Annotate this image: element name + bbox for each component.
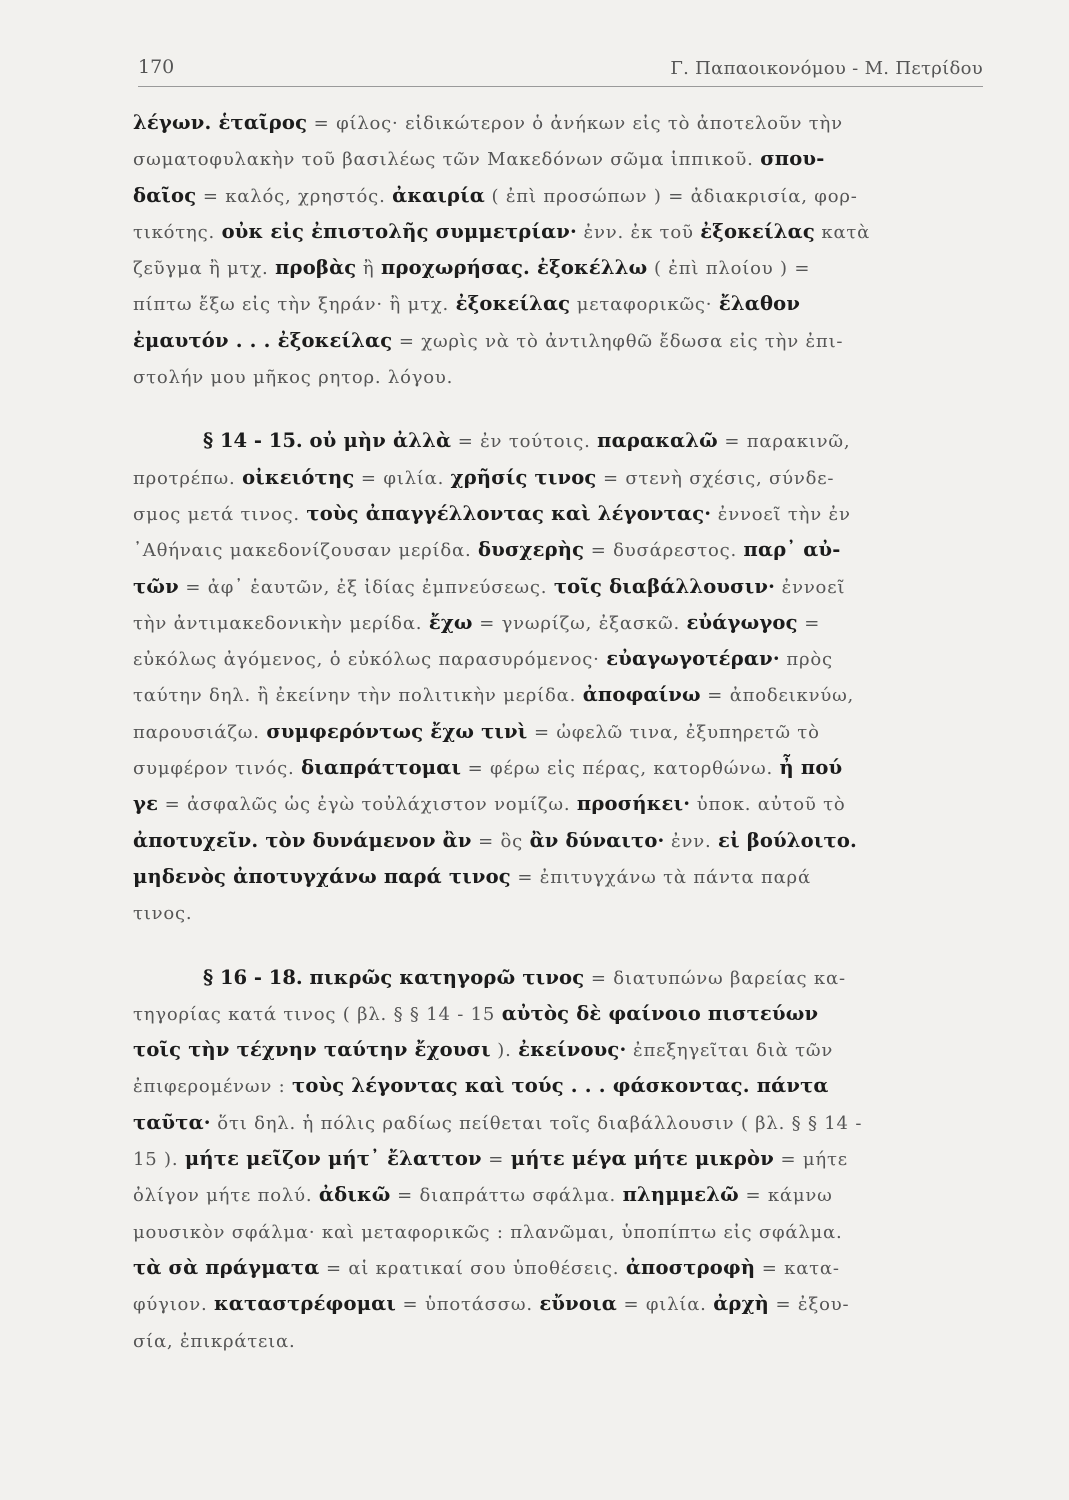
gloss: ἐνν. ἐκ τοῦ (577, 221, 701, 243)
gloss: ὅτι δηλ. ἡ πόλις ραδίως πείθεται τοῖς διαβάλλουσιν ( βλ. § § 14 - (210, 1112, 863, 1134)
gloss: ( ἐπὶ πλοίου ) = (647, 258, 811, 280)
gloss: = χωρὶς νὰ τὸ ἀντιληφθῶ ἔδωσα εἰς τὴν ἐπι- (392, 330, 844, 352)
text-line (133, 677, 983, 713)
page-number: 170 (138, 56, 175, 78)
gloss: = δυσάρεστος. (584, 540, 744, 562)
gloss: ἐπεξηγεῖται διὰ τῶν (626, 1040, 834, 1062)
gloss: = διατυπώνω βαρείας κα- (584, 967, 846, 989)
gloss: ). (490, 1040, 519, 1062)
lemma: παρ᾿ αὐ- (743, 538, 841, 562)
text-line (133, 105, 983, 141)
lemma: οἰκειότης (242, 465, 355, 489)
gloss: = διαπράττω σφάλμα. (390, 1185, 623, 1207)
lemma: προβὰς (275, 256, 357, 280)
text-line (133, 859, 983, 895)
paragraph (133, 423, 983, 931)
text-line (133, 605, 983, 641)
gloss: τηγορίας κατά τινος ( βλ. § § 14 - 15 (133, 1003, 502, 1025)
gloss: σωματοφυλακὴν τοῦ βασιλέως τῶν Μακεδόνων σῶμα ἱππικοῦ. (133, 149, 761, 171)
gloss: ( ἐπὶ προσώπων ) = ἀδιακρισία, φορ- (484, 185, 858, 207)
gloss: πρὸς (779, 649, 833, 671)
gloss: = γνωρίζω, ἐξασκῶ. (472, 612, 687, 634)
gloss: = φίλος· εἰδικώτερον ὁ ἀνήκων εἰς τὸ ἀποτελοῦν τὴν (307, 113, 843, 134)
gloss: = μήτε (773, 1149, 848, 1171)
gloss: ἐννοεῖ τὴν ἐν (711, 503, 851, 525)
gloss: ἐννοεῖ (775, 576, 846, 598)
lemma: ἂν δύναιτο· (529, 828, 665, 852)
text-line (133, 1323, 983, 1359)
lemma: δαῖος (133, 183, 197, 207)
gloss: ἐπιφερομένων : (133, 1076, 292, 1098)
section-ref: § 16 - 18. (203, 965, 310, 989)
gloss: ταύτην δηλ. ἢ ἐκείνην τὴν πολιτικὴν μερίδα. (133, 685, 583, 707)
text-line (133, 823, 983, 859)
lemma: σπου- (760, 147, 825, 171)
text-line (133, 141, 983, 177)
text-line (133, 960, 983, 996)
lemma: οὐ μὴν ἀλλὰ (309, 429, 452, 453)
lemma: ταῦτα· (133, 1110, 211, 1134)
text-line (133, 786, 983, 822)
running-head: Γ. Παπαοικονόμου - Μ. Πετρίδου (670, 58, 983, 79)
lemma: τοὺς ἀπαγγέλλοντας καὶ λέγοντας· (306, 501, 712, 525)
gloss: ἐνν. (664, 830, 719, 852)
text-line (133, 359, 983, 395)
text-line (133, 1250, 983, 1286)
text-line (133, 714, 983, 750)
gloss: σμος μετά τινος. (133, 503, 307, 525)
text-line (133, 532, 983, 568)
lemma: συμφερόντως ἔχω τινὶ (266, 719, 528, 743)
text-line (133, 214, 983, 250)
text-line (133, 1286, 983, 1322)
gloss: φύγιον. (133, 1294, 214, 1316)
lemma: εὔνοια (539, 1292, 617, 1316)
gloss: = παρακινῶ, (717, 431, 851, 453)
gloss: παρουσιάζω. (133, 721, 267, 743)
gloss: = κάμνω (738, 1185, 833, 1207)
text-line (133, 423, 983, 459)
gloss: 15 ). (133, 1149, 185, 1171)
lemma: τοῖς τὴν τέχνην ταύτην ἔχουσι (133, 1038, 491, 1062)
lemma: ἐμαυτόν . . . ἐξοκείλας (133, 328, 393, 352)
lemma: μήτε μέγα μήτε μικρὸν (510, 1147, 774, 1171)
gloss: = ὃς (471, 830, 530, 852)
gloss: ἢ (356, 258, 381, 280)
lemma: ἐξοκείλας (455, 292, 571, 316)
paragraph (133, 960, 983, 1359)
lemma: ἔλαθον (718, 292, 801, 316)
text-line (133, 323, 983, 359)
paragraph (133, 105, 983, 395)
lemma: προσήκει· (576, 792, 691, 816)
gloss: εὐκόλως ἀγόμενος, ὁ εὐκόλως παρασυρόμενος· (133, 649, 607, 671)
text-line (133, 1032, 983, 1068)
lemma: ἀποστροφὴ (625, 1255, 756, 1279)
lemma: ἐξοκείλας (700, 219, 815, 243)
lemma: ἀποτυχεῖν. τὸν δυνάμενον ἂν (133, 828, 472, 852)
lemma: μηδενὸς ἀποτυγχάνω παρά τινος (133, 864, 511, 888)
gloss: = φιλία. (354, 467, 451, 489)
gloss: στολήν μου μῆκος ρητορ. λόγου. (133, 367, 454, 389)
lemma: καταστρέφομαι (213, 1292, 397, 1316)
gloss: κατὰ (814, 221, 871, 243)
lemma: ἀκαιρία (392, 183, 485, 207)
gloss: τικότης. (133, 221, 222, 243)
text-line (133, 895, 983, 931)
text-line (133, 286, 983, 322)
gloss: τὴν ἀντιμακεδονικὴν μερίδα. (133, 612, 429, 634)
text-line (133, 1141, 983, 1177)
gloss: = ὑποτάσσω. (396, 1294, 540, 1316)
gloss: = φιλία. (616, 1294, 714, 1316)
text-line (133, 996, 983, 1032)
lemma: εἰ βούλοιτο. (718, 828, 858, 852)
text-line (133, 250, 983, 286)
gloss: σία, ἐπικράτεια. (133, 1330, 296, 1352)
lemma: τοῖς διαβάλλουσιν· (553, 574, 776, 598)
text-line (133, 569, 983, 605)
lemma: οὐκ εἰς ἐπιστολῆς συμμετρίαν· (221, 219, 578, 243)
lemma: τὰ σὰ πράγματα (133, 1255, 320, 1279)
gloss: = στενὴ σχέσις, σύνδε- (596, 467, 835, 489)
section-ref: § 14 - 15. (203, 429, 310, 453)
lemma: πλημμελῶ (622, 1183, 739, 1207)
lemma: εὐάγωγος (686, 610, 798, 634)
text-line (133, 1105, 983, 1141)
gloss: = ἐξου- (768, 1294, 850, 1316)
lemma: προχωρήσας. ἐξοκέλλω (381, 256, 648, 280)
gloss: μεταφορικῶς· (570, 294, 719, 316)
gloss: μουσικὸν σφάλμα· καὶ μεταφορικῶς : πλανῶμαι, ὑποπίπτω εἰς σφάλμα. (133, 1221, 843, 1243)
gloss: = ἐπιτυγχάνω τὰ πάντα παρά (510, 866, 811, 888)
gloss: = (481, 1149, 511, 1171)
gloss: = καλός, χρηστός. (196, 185, 393, 207)
gloss: προτρέπω. (133, 467, 243, 489)
lemma: χρῆσίς τινος (450, 465, 597, 489)
text-line (133, 750, 983, 786)
text-line (133, 1214, 983, 1250)
gloss: = ἀσφαλῶς ὡς ἐγὼ τοὐλάχιστον νομίζω. (158, 794, 577, 816)
gloss: = ἀφ᾿ ἑαυτῶν, ἐξ ἰδίας ἐμπνεύσεως. (178, 576, 554, 598)
gloss: ᾿Αθήναις μακεδονίζουσαν μερίδα. (133, 540, 479, 562)
text-line (133, 460, 983, 496)
lemma: ἦ πού (779, 756, 843, 780)
lemma: τοὺς λέγοντας καὶ τούς . . . φάσκοντας. πάντα (292, 1074, 829, 1098)
text-line (133, 1068, 983, 1104)
gloss: τινος. (133, 903, 193, 925)
gloss: = αἱ κρατικαί σου ὑποθέσεις. (319, 1257, 626, 1279)
gloss: ζεῦγμα ἢ μτχ. (133, 258, 276, 280)
gloss: = φέρω εἰς πέρας, κατορθώνω. (461, 758, 780, 780)
lemma: λέγων. ἑταῖρος (133, 111, 308, 134)
text-line (133, 496, 983, 532)
lemma: ἀποφαίνω (582, 683, 701, 707)
text-line (133, 641, 983, 677)
lemma: ἐκείνους· (518, 1038, 627, 1062)
lemma: πικρῶς κατηγορῶ τινος (309, 965, 585, 989)
text-line (133, 1177, 983, 1213)
gloss: συμφέρον τινός. (133, 758, 302, 780)
text-line (133, 178, 983, 214)
gloss: = ὠφελῶ τινα, ἐξυπηρετῶ τὸ (527, 721, 820, 743)
lemma: ἀρχὴ (713, 1292, 769, 1316)
body-text (133, 105, 983, 1359)
lemma: ἀδικῶ (318, 1183, 391, 1207)
gloss: πίπτω ἔξω εἰς τὴν ξηράν· ἢ μτχ. (133, 294, 456, 316)
gloss: ὀλίγον μήτε πολύ. (133, 1185, 319, 1207)
lemma: διαπράττομαι (301, 756, 462, 780)
lemma: παρακαλῶ (597, 429, 718, 453)
lemma: μήτε μεῖζον μήτ᾿ ἔλαττον (184, 1147, 482, 1171)
lemma: αὐτὸς δὲ φαίνοιο πιστεύων (501, 1001, 819, 1025)
gloss: = κατα- (755, 1257, 840, 1279)
lemma: τῶν (133, 574, 179, 598)
gloss: = (797, 612, 821, 634)
lemma: εὐαγωγοτέραν· (606, 647, 780, 671)
lemma: ἔχω (428, 610, 473, 634)
gloss: ὑποκ. αὐτοῦ τὸ (690, 794, 846, 816)
gloss: = ἐν τούτοις. (451, 431, 598, 453)
gloss: = ἀποδεικνύω, (700, 685, 855, 707)
page-header (138, 52, 983, 87)
lemma: δυσχερὴς (478, 538, 585, 562)
lemma: γε (133, 792, 159, 816)
